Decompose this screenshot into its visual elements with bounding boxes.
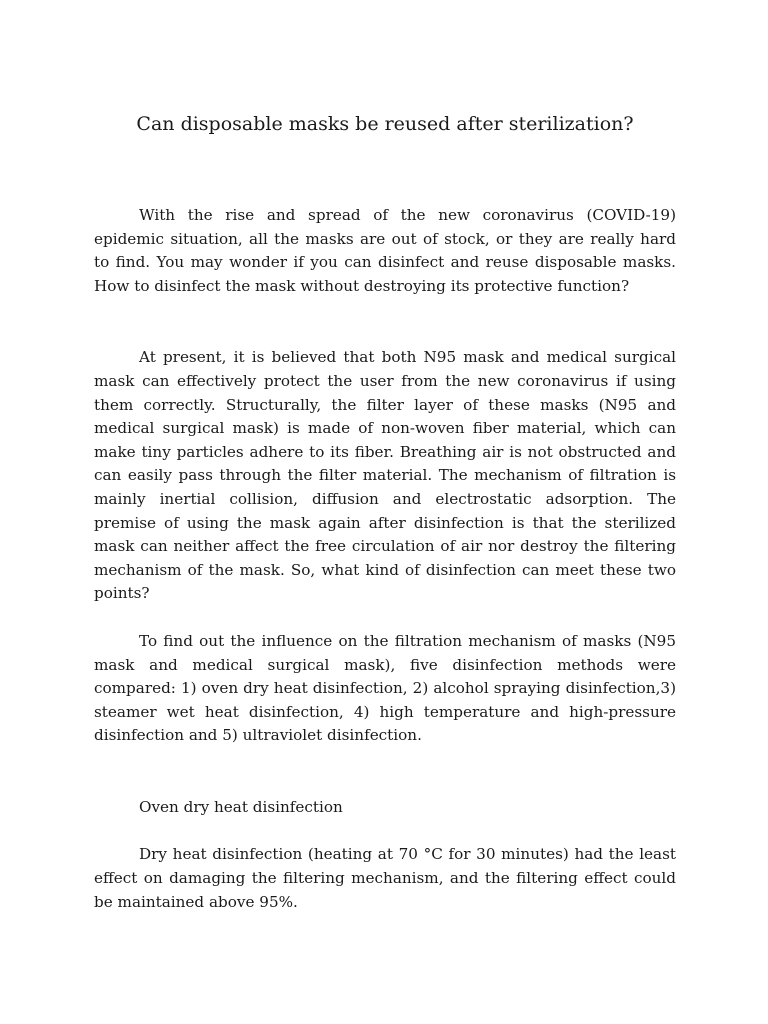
paragraph-disinfection-methods: To find out the influence on the filtration mechanism of masks (N95 mask and medical surgical mask), five disinfection methods were compared: 1) oven dry heat disinfection, 2) alcohol spraying disinfection,3) steamer wet heat disinfection, 4) high temperature and high-pressure disinfection and 5) ultraviolet disinfection. [94,631,676,745]
section-heading-oven-dry-heat: Oven dry heat disinfection [139,797,343,816]
paragraph-covid-context: With the rise and spread of the new coronavirus (COVID-19) epidemic situation, all the masks are out of stock, or they are really hard to find. You may wonder if you can disinfect and reuse disposable masks. How to disinfect the mask without destroying its protective function? [94,206,676,295]
paragraph-mask-structure: At present, it is believed that both N95 mask and medical surgical mask can effectively protect the user from the new coronavirus if using them correctly. Structurally, the filter layer of these masks (N95 and medical surgical mask) is made of non-woven fiber material, which can make tiny particles adhere to its fiber. Breathing air is not obstructed and can easily pass through the filter material. The mechanism of filtration is mainly inertial collision, diffusion and electrostatic adsorption. The premise of using the mask again after disinfection is that the sterilized mask can neither affect the free circulation of air nor destroy the filtering mechanism of the mask. So, what kind of disinfection can meet these two points? [94,348,676,603]
paragraph-dry-heat-result: Dry heat disinfection (heating at 70 °C for 30 minutes) had the least effect on damaging the filtering mechanism, and the filtering effect could be maintained above 95%. [94,845,676,911]
document-title: Can disposable masks be reused after sterilization? [136,113,634,135]
